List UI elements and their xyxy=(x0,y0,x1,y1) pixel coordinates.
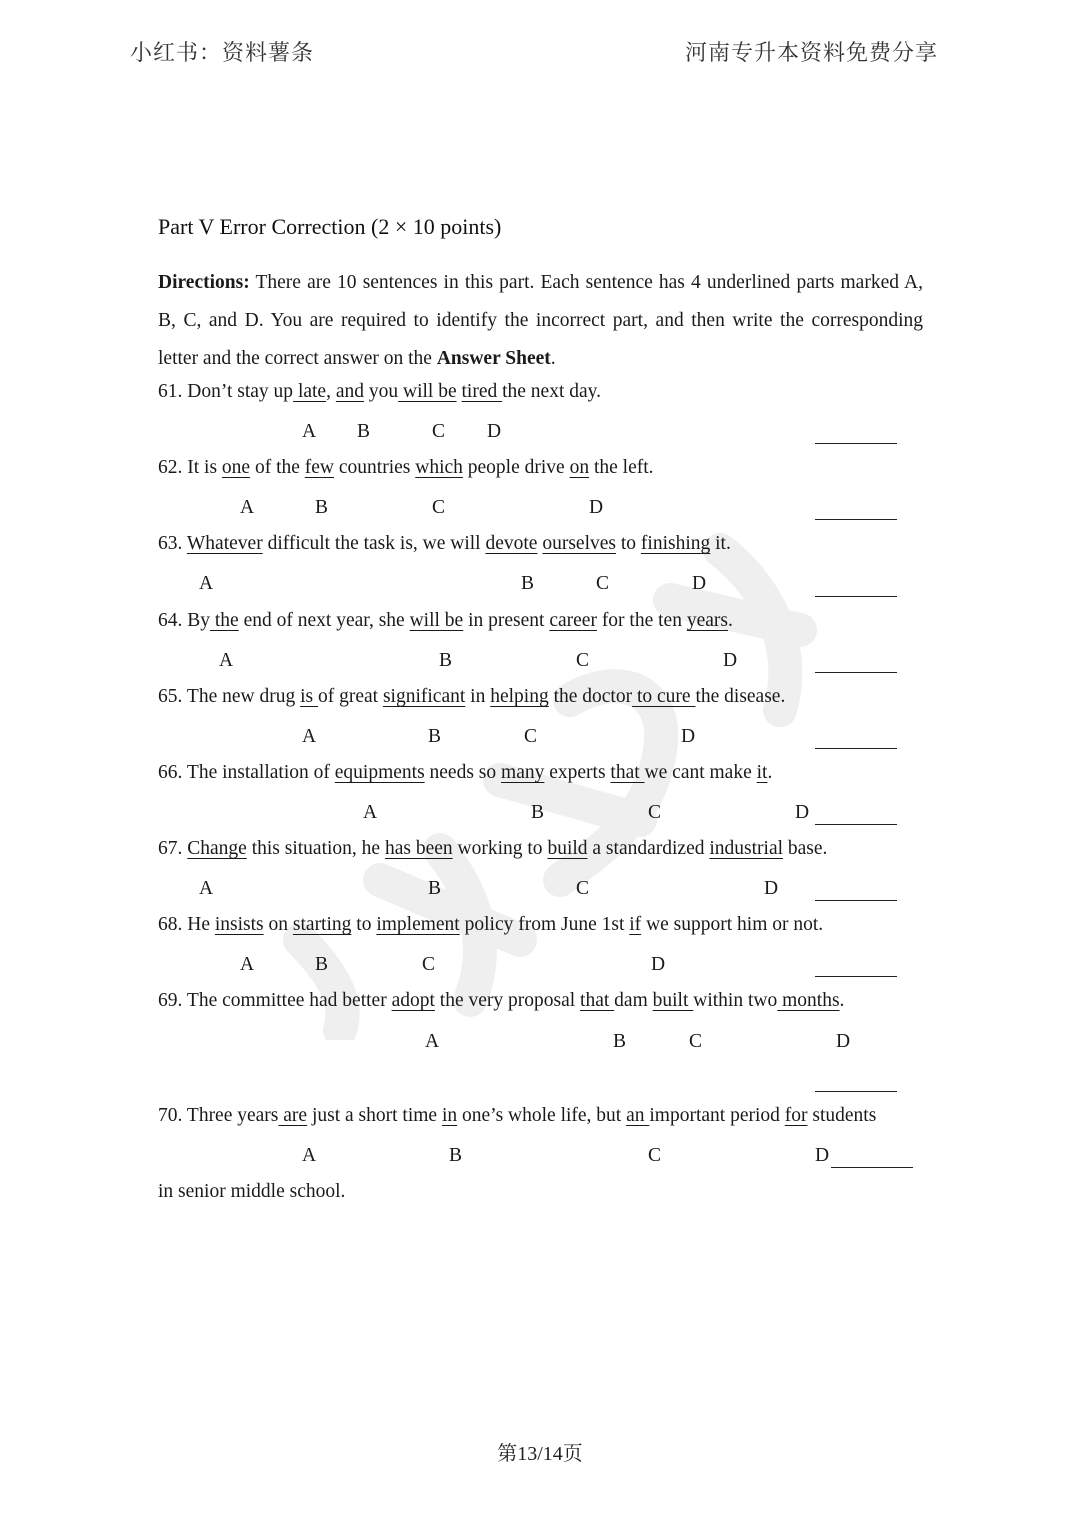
sentence-text: to xyxy=(616,533,641,554)
sentence-text: 61. xyxy=(158,381,183,402)
directions-paragraph xyxy=(158,264,923,378)
sentence-text: Three years xyxy=(186,1105,279,1126)
q69-answer-blank[interactable] xyxy=(815,1091,897,1092)
sentence-text: By xyxy=(187,610,211,631)
underlined-part: is xyxy=(300,686,318,707)
q62-answer-blank[interactable] xyxy=(815,519,897,520)
question-67 xyxy=(158,838,827,860)
underlined-part: career xyxy=(549,610,597,631)
underlined-part: many xyxy=(501,762,545,783)
q70-option-a: A xyxy=(302,1145,317,1166)
sentence-text: It is xyxy=(187,457,222,478)
q65-answer-blank[interactable] xyxy=(815,748,897,749)
underlined-part: on xyxy=(569,457,590,478)
q70-option-d: D xyxy=(815,1145,830,1166)
underlined-part: tired xyxy=(461,381,503,402)
sentence-text: a standardized xyxy=(587,838,710,859)
q67-answer-blank[interactable] xyxy=(815,900,897,901)
underlined-part: an xyxy=(626,1105,650,1126)
sentence-text: of the xyxy=(250,457,305,478)
underlined-part: helping xyxy=(490,686,549,707)
underlined-part: late xyxy=(293,381,327,402)
q61-option-d: D xyxy=(487,421,502,442)
underlined-part: for xyxy=(784,1105,808,1126)
question-69 xyxy=(158,990,844,1012)
sentence-text: the next day. xyxy=(502,381,602,402)
question-70 xyxy=(158,1105,876,1127)
sentence-text: working to xyxy=(452,838,548,859)
sentence-text: 62. xyxy=(158,457,183,478)
sentence-text: The committee had better xyxy=(186,990,392,1011)
underlined-part: Whatever xyxy=(186,533,263,554)
underlined-part: the xyxy=(210,610,239,631)
page-number: 第13/14页 xyxy=(497,1443,583,1465)
sentence-text: . xyxy=(727,610,733,631)
q63-answer-blank[interactable] xyxy=(815,596,897,597)
underlined-part: in xyxy=(441,1105,458,1126)
sentence-text: end of next year, she xyxy=(238,610,410,631)
q67-option-d: D xyxy=(764,878,779,899)
q70-option-c: C xyxy=(648,1145,662,1166)
sentence-text: experts xyxy=(544,762,611,783)
sentence-text: 68. xyxy=(158,914,183,935)
sentence-text: . xyxy=(839,990,845,1011)
underlined-part: has been xyxy=(384,838,453,859)
sentence-text: needs so xyxy=(424,762,502,783)
underlined-part: which xyxy=(415,457,463,478)
sentence-text: just a short time xyxy=(307,1105,442,1126)
underlined-part: industrial xyxy=(709,838,784,859)
q70-answer-blank[interactable] xyxy=(831,1167,913,1168)
q64-answer-blank[interactable] xyxy=(815,672,897,673)
q67-option-b: B xyxy=(428,878,442,899)
sentence-text: we cant make xyxy=(644,762,757,783)
q66-answer-blank[interactable] xyxy=(815,824,897,825)
header-left-text: 小红书：资料薯条 xyxy=(130,41,315,66)
sentence-text: , xyxy=(326,381,336,402)
answer-sheet-term: Answer Sheet xyxy=(436,348,551,369)
q69-option-d: D xyxy=(836,1031,851,1052)
underlined-part: months xyxy=(777,990,840,1011)
sentence-text: 67. xyxy=(158,838,183,859)
directions-text-2: . xyxy=(550,348,556,369)
sentence-text: the disease. xyxy=(695,686,786,707)
underlined-part: it xyxy=(756,762,768,783)
q65-option-d: D xyxy=(681,726,696,747)
sentence-text: this situation, he xyxy=(246,838,385,859)
q65-option-b: B xyxy=(428,726,442,747)
underlined-part: implement xyxy=(376,914,460,935)
question-65 xyxy=(158,686,785,708)
underlined-part: ourselves xyxy=(542,533,616,554)
q62-option-b: B xyxy=(315,497,329,518)
q66-option-c: C xyxy=(648,802,662,823)
q67-option-c: C xyxy=(576,878,590,899)
sentence-text: the left. xyxy=(589,457,654,478)
sentence-text: . xyxy=(767,762,773,783)
q61-option-c: C xyxy=(432,421,446,442)
q63-option-a: A xyxy=(199,573,214,594)
q65-option-a: A xyxy=(302,726,317,747)
sentence-text: 70. xyxy=(158,1105,183,1126)
q68-option-a: A xyxy=(240,954,255,975)
question-62 xyxy=(158,457,654,479)
underlined-part: starting xyxy=(292,914,352,935)
q61-option-a: A xyxy=(302,421,317,442)
q62-option-d: D xyxy=(589,497,604,518)
q63-option-d: D xyxy=(692,573,707,594)
directions-text-1: There are 10 sentences in this part. Each sentence has 4 underlined parts marked A, B, C, and D. You are required to identify the incorrect part, and then write the corresponding letter and the correct answer on the xyxy=(158,272,923,369)
underlined-part: are xyxy=(278,1105,308,1126)
sentence-text: students xyxy=(807,1105,877,1126)
q65-option-c: C xyxy=(524,726,538,747)
q68-option-d: D xyxy=(651,954,666,975)
q64-option-c: C xyxy=(576,650,590,671)
sentence-text: it. xyxy=(710,533,731,554)
q61-answer-blank[interactable] xyxy=(815,443,897,444)
sentence-text: 63. xyxy=(158,533,183,554)
q68-option-b: B xyxy=(315,954,329,975)
sentence-text: the very proposal xyxy=(434,990,581,1011)
underlined-part: will be xyxy=(398,381,457,402)
q69-option-a: A xyxy=(425,1031,440,1052)
q66-option-b: B xyxy=(531,802,545,823)
sentence-text: The new drug xyxy=(186,686,301,707)
underlined-part: few xyxy=(304,457,335,478)
question-68 xyxy=(158,914,823,936)
sentence-text: to xyxy=(351,914,377,935)
underlined-part: if xyxy=(629,914,642,935)
header-right-text: 河南专升本资料免费分享 xyxy=(684,41,938,66)
q66-option-a: A xyxy=(363,802,378,823)
q62-option-c: C xyxy=(432,497,446,518)
sentence-text: in xyxy=(465,686,491,707)
q64-option-a: A xyxy=(219,650,234,671)
underlined-part: devote xyxy=(485,533,538,554)
sentence-text: policy from June 1st xyxy=(459,914,630,935)
sentence-text: 66. xyxy=(158,762,183,783)
question-66 xyxy=(158,762,772,784)
q63-option-b: B xyxy=(521,573,535,594)
q68-answer-blank[interactable] xyxy=(815,976,897,977)
sentence-text: He xyxy=(187,914,215,935)
underlined-part: finishing xyxy=(640,533,711,554)
sentence-text: 69. xyxy=(158,990,183,1011)
question-64 xyxy=(158,610,733,632)
underlined-part: to cure xyxy=(632,686,696,707)
underlined-part: and xyxy=(335,381,364,402)
sentence-text: The installation of xyxy=(186,762,335,783)
sentence-text: base. xyxy=(783,838,828,859)
sentence-text: difficult the task is, we will xyxy=(262,533,486,554)
q66-option-d: D xyxy=(795,802,810,823)
sentence-text: Don’t stay up xyxy=(187,381,294,402)
sentence-text: for the ten xyxy=(596,610,687,631)
sentence-text: people drive xyxy=(462,457,570,478)
sentence-text: dam xyxy=(614,990,653,1011)
underlined-part: build xyxy=(547,838,588,859)
question-63 xyxy=(158,533,731,555)
underlined-part: years xyxy=(686,610,728,631)
underlined-part: that xyxy=(580,990,615,1011)
sentence-text: you xyxy=(364,381,399,402)
q69-option-b: B xyxy=(613,1031,627,1052)
sentence-text: of great xyxy=(317,686,383,707)
question-61 xyxy=(158,381,601,403)
sentence-text: countries xyxy=(334,457,416,478)
sentence-text: 65. xyxy=(158,686,183,707)
underlined-part: that xyxy=(610,762,645,783)
underlined-part: built xyxy=(652,990,694,1011)
q63-option-c: C xyxy=(596,573,610,594)
section-title: Part V Error Correction (2 × 10 points) xyxy=(158,214,502,239)
underlined-part: Change xyxy=(187,838,247,859)
directions-label: Directions: xyxy=(158,272,250,293)
underlined-part: insists xyxy=(214,914,264,935)
sentence-text: on xyxy=(263,914,293,935)
sentence-text: 64. xyxy=(158,610,183,631)
q64-option-d: D xyxy=(723,650,738,671)
q64-option-b: B xyxy=(439,650,453,671)
q61-option-b: B xyxy=(357,421,371,442)
sentence-text: the doctor xyxy=(548,686,633,707)
sentence-text: we support him or not. xyxy=(641,914,824,935)
underlined-part: one xyxy=(221,457,251,478)
q69-option-c: C xyxy=(689,1031,703,1052)
question-70-continuation: in senior middle school. xyxy=(158,1181,346,1202)
underlined-part: will be xyxy=(409,610,464,631)
sentence-text: within two xyxy=(693,990,778,1011)
q62-option-a: A xyxy=(240,497,255,518)
sentence-text: one’s whole life, but xyxy=(457,1105,627,1126)
q67-option-a: A xyxy=(199,878,214,899)
sentence-text: important period xyxy=(649,1105,785,1126)
underlined-part: adopt xyxy=(391,990,435,1011)
underlined-part: equipments xyxy=(334,762,425,783)
q70-option-b: B xyxy=(449,1145,463,1166)
q68-option-c: C xyxy=(422,954,436,975)
sentence-text: in present xyxy=(463,610,550,631)
underlined-part: significant xyxy=(382,686,466,707)
